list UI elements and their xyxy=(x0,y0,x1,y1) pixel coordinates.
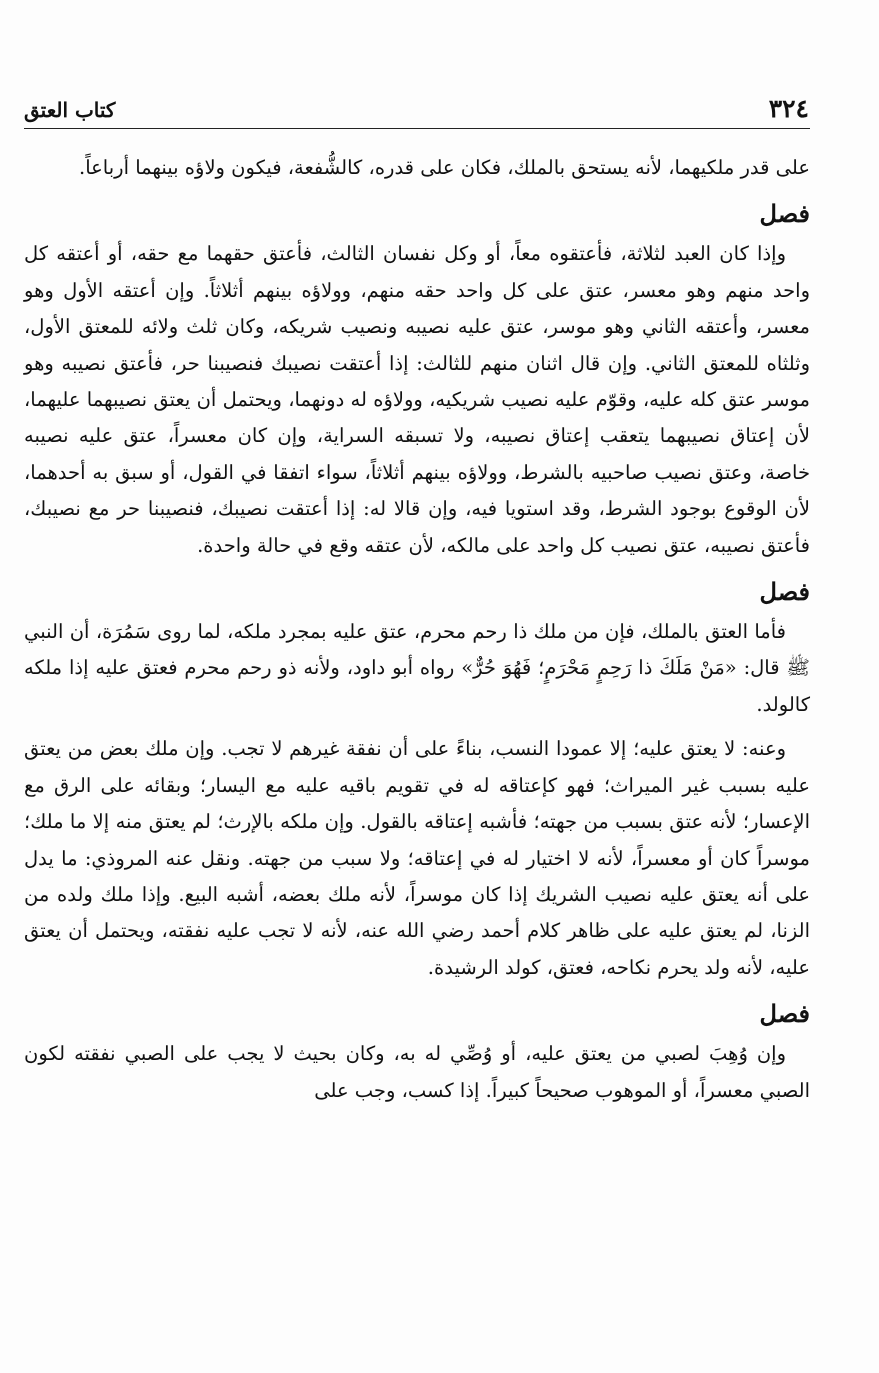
running-title: كتاب العتق xyxy=(24,98,116,122)
paragraph-5: وإن وُهِبَ لصبي من يعتق عليه، أو وُصِّي له به، وكان بحيث لا يجب على الصبي نفقته لكون الصبي معسراً، أو الموهوب صحيحاً كبيراً. إذا كسب، وجب على xyxy=(24,1042,810,1102)
section-heading-2: فصل xyxy=(759,577,810,607)
paragraph-1: على قدر ملكيهما، لأنه يستحق بالملك، فكان على قدره، كالشُّفعة، فيكون ولاؤه بينهما أرباعاً. xyxy=(79,156,810,179)
section-heading-1: فصل xyxy=(759,199,810,229)
page-header xyxy=(24,88,809,128)
page-number: ٣٢٤ xyxy=(768,94,809,123)
paragraph-4: وعنه: لا يعتق عليه؛ إلا عمودا النسب، بناءً على أن نفقة غيرهم لا تجب. وإن ملك بعض من يعتق عليه بسبب غير الميراث؛ فهو كإعتاقه له في تقويم باقيه عليه مع اليسار؛ وبقائه على الرق مع الإعسار؛ لأنه عتق بسبب من جهته؛ فأشبه إعتاقه بالقول. وإن ملكه بالإرث؛ لم يعتق منه إلا ما ملك؛ موسراً كان أو معسراً، لأنه لا اختيار له في إعتاقه؛ ولا سبب من جهته. ونقل عنه المروذي: ما يدل على أنه يعتق عليه نصيب الشريك إذا كان موسراً، لأنه ملك بعضه، أشبه البيع. وإذا ملك ولده من الزنا، لم يعتق عليه على ظاهر كلام أحمد رضي الله عنه، لأنه لا تجب عليه نفقته، ويحتمل أن يعتق عليه، لأنه ولد يحرم نكاحه، فعتق، كولد الرشيدة. xyxy=(24,737,810,979)
page-body xyxy=(24,150,810,1109)
paragraph-gap xyxy=(24,723,810,731)
paragraph-3: فأما العتق بالملك، فإن من ملك ذا رحم محرم، عتق عليه بمجرد ملكه، لما روى سَمُرَة، أن النبي ﷺ قال: «مَنْ مَلَكَ ذا رَحِمٍ مَحْرَمٍ؛ فَهُوَ حُرٌّ» رواه أبو داود، ولأنه ذو رحم محرم فعتق عليه إذا ملكه كالولد. xyxy=(24,620,810,716)
section-heading-3: فصل xyxy=(759,999,810,1029)
paragraph-2: وإذا كان العبد لثلاثة، فأعتقوه معاً، أو وكل نفسان الثالث، فأعتق حقهما مع حقه، أو أعتقه كل واحد منهم وهو معسر، عتق على كل واحد حقه منهم، وولاؤه بينهم أثلاثاً. وإن أعتقه الأول وهو معسر، وأعتقه الثاني وهو موسر، عتق عليه نصيبه ونصيب شريكه، وكان ثلث ولائه للمعتق الأول، وثلثاه للمعتق الثاني. وإن قال اثنان منهم للثالث: إذا أعتقت نصيبك فنصيبنا حر، فأعتق نصيبه وهو موسر عتق كله عليه، وقوّم عليه نصيب شريكيه، وولاؤه له دونهما، ويحتمل أن يعتق نصيبهما عليهما، لأن إعتاق نصيبهما يتعقب إعتاق نصيبه، ولا تسبقه السراية، وإن كان معسراً، عتق عليه نصيبه خاصة، وعتق نصيب صاحبيه بالشرط، وولاؤه بينهم أثلاثاً، سواء اتفقا في القول، أو سبق به أحدهما، لأن الوقوع بوجود الشرط، وقد استويا فيه، وإن قالا له: إذا أعتقت نصيبك، فنصيبنا حر مع نصيبك، فأعتق نصيبه، عتق نصيب كل واحد على مالكه، لأن عتقه وقع في حالة واحدة. xyxy=(24,242,810,557)
header-rule xyxy=(24,128,810,129)
